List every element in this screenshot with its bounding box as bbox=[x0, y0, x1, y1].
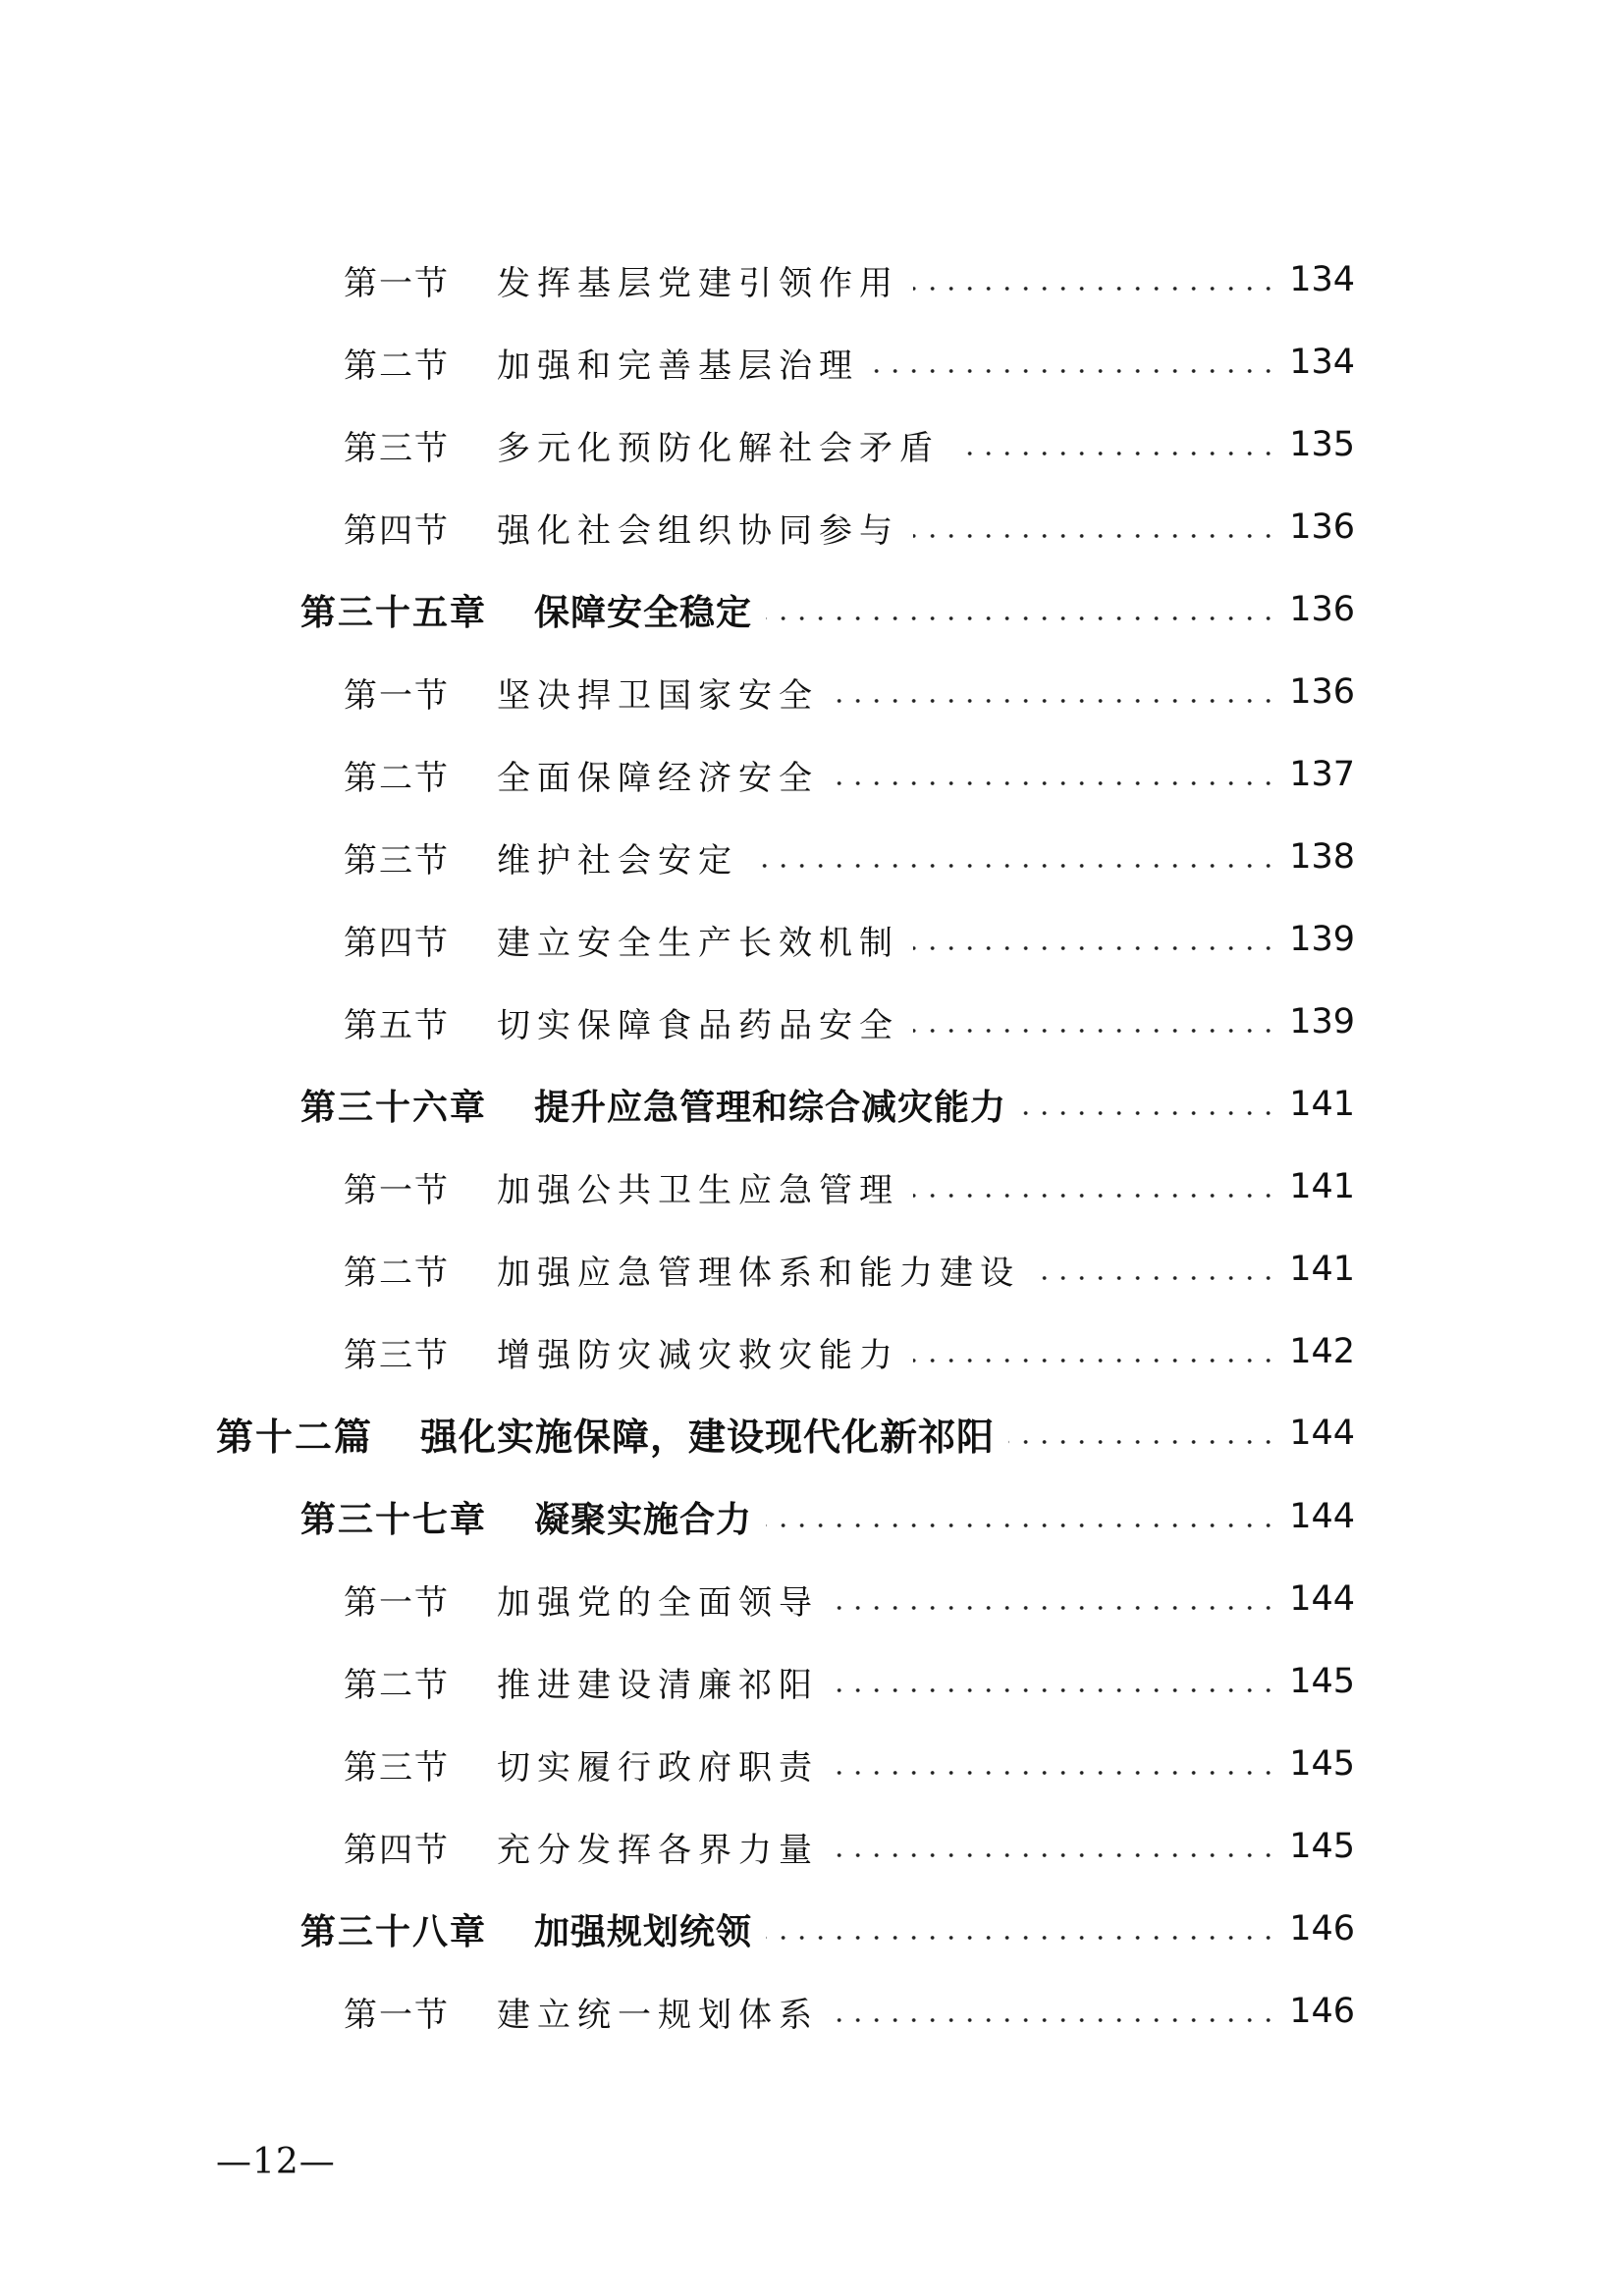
dot-leader bbox=[953, 450, 1277, 457]
entry-page-number: 145 bbox=[1289, 1827, 1355, 1866]
entry-number: 第三节 bbox=[344, 428, 450, 468]
dot-leader bbox=[873, 367, 1277, 375]
entry-page-number: 144 bbox=[1289, 1579, 1355, 1619]
entry-number: 第五节 bbox=[344, 1005, 450, 1045]
entry-title: 凝聚实施合力 bbox=[534, 1499, 753, 1540]
entry-page-number: 141 bbox=[1289, 1167, 1355, 1206]
entry-page-number: 138 bbox=[1289, 837, 1355, 877]
entry-title: 全面保障经济安全 bbox=[497, 758, 819, 798]
dot-leader bbox=[913, 944, 1277, 952]
toc-entry[interactable] bbox=[300, 1899, 1355, 1958]
entry-title: 切实履行政府职责 bbox=[497, 1747, 819, 1788]
toc-entry[interactable] bbox=[344, 498, 1355, 557]
entry-page-number: 145 bbox=[1289, 1662, 1355, 1701]
dot-leader bbox=[1034, 1274, 1277, 1282]
dot-leader bbox=[913, 1027, 1277, 1035]
entry-number: 第三十五章 bbox=[300, 592, 488, 633]
toc-entry[interactable] bbox=[344, 663, 1355, 721]
dot-leader bbox=[913, 285, 1277, 293]
entry-title: 建立安全生产长效机制 bbox=[497, 923, 899, 963]
entry-number: 第二节 bbox=[344, 1665, 450, 1705]
toc-entry[interactable] bbox=[344, 333, 1355, 392]
entry-page-number: 142 bbox=[1289, 1332, 1355, 1371]
entry-number: 第一节 bbox=[344, 675, 450, 716]
entry-number: 第四节 bbox=[344, 1830, 450, 1870]
entry-page-number: 134 bbox=[1289, 343, 1355, 382]
toc-entry[interactable] bbox=[344, 992, 1355, 1051]
dot-leader bbox=[913, 1357, 1277, 1364]
entry-number: 第三十八章 bbox=[300, 1911, 488, 1952]
entry-title: 切实保障食品药品安全 bbox=[497, 1005, 899, 1045]
dot-leader bbox=[833, 697, 1277, 705]
footer-page-number: —12— bbox=[216, 2142, 336, 2182]
toc-entry[interactable] bbox=[344, 1817, 1355, 1876]
entry-page-number: 139 bbox=[1289, 1002, 1355, 1041]
entry-title: 加强规划统领 bbox=[534, 1911, 753, 1952]
entry-number: 第一节 bbox=[344, 1995, 450, 2035]
toc-entry[interactable] bbox=[300, 580, 1355, 639]
toc-entry[interactable] bbox=[344, 1157, 1355, 1216]
dot-leader bbox=[766, 1522, 1277, 1529]
toc-entry[interactable] bbox=[344, 1652, 1355, 1711]
toc-entry[interactable] bbox=[344, 1240, 1355, 1299]
entry-title: 增强防灾减灾救灾能力 bbox=[497, 1335, 899, 1375]
entry-title: 加强应急管理体系和能力建设 bbox=[497, 1253, 1020, 1293]
toc-entry[interactable] bbox=[300, 1075, 1355, 1134]
dot-leader bbox=[833, 1851, 1277, 1859]
entry-number: 第一节 bbox=[344, 1582, 450, 1623]
entry-title: 发挥基层党建引领作用 bbox=[497, 263, 899, 303]
entry-title: 加强党的全面领导 bbox=[497, 1582, 819, 1623]
dot-leader bbox=[833, 2016, 1277, 2024]
toc-entry[interactable] bbox=[344, 828, 1355, 886]
dot-leader bbox=[833, 1604, 1277, 1612]
toc-entry[interactable] bbox=[344, 1982, 1355, 2041]
entry-title: 强化社会组织协同参与 bbox=[497, 510, 899, 551]
toc-entry[interactable] bbox=[344, 415, 1355, 474]
entry-number: 第四节 bbox=[344, 923, 450, 963]
dot-leader bbox=[913, 532, 1277, 540]
entry-page-number: 146 bbox=[1289, 1992, 1355, 2031]
entry-title: 加强公共卫生应急管理 bbox=[497, 1170, 899, 1210]
entry-title: 建立统一规划体系 bbox=[497, 1995, 819, 2035]
toc-entry[interactable] bbox=[344, 250, 1355, 309]
dot-leader bbox=[1020, 1109, 1277, 1117]
dot-leader bbox=[766, 1934, 1277, 1942]
entry-page-number: 141 bbox=[1289, 1085, 1355, 1124]
entry-page-number: 144 bbox=[1289, 1497, 1355, 1536]
toc-entry[interactable] bbox=[216, 1404, 1355, 1463]
entry-number: 第四节 bbox=[344, 510, 450, 551]
entry-number: 第三十六章 bbox=[300, 1087, 488, 1128]
entry-page-number: 144 bbox=[1289, 1414, 1355, 1453]
entry-title: 加强和完善基层治理 bbox=[497, 346, 859, 386]
entry-title: 保障安全稳定 bbox=[534, 592, 753, 633]
entry-title: 多元化预防化解社会矛盾 bbox=[497, 428, 940, 468]
toc-entry[interactable] bbox=[344, 910, 1355, 969]
dot-leader bbox=[833, 779, 1277, 787]
entry-number: 第三节 bbox=[344, 1747, 450, 1788]
entry-page-number: 135 bbox=[1289, 425, 1355, 464]
toc-entry[interactable] bbox=[344, 745, 1355, 804]
dot-leader bbox=[1008, 1438, 1277, 1446]
dot-leader bbox=[833, 1686, 1277, 1694]
dot-leader bbox=[766, 614, 1277, 622]
dot-leader bbox=[913, 1192, 1277, 1200]
toc-entry[interactable] bbox=[300, 1487, 1355, 1546]
entry-page-number: 136 bbox=[1289, 590, 1355, 629]
entry-page-number: 134 bbox=[1289, 260, 1355, 299]
entry-number: 第二节 bbox=[344, 758, 450, 798]
entry-number: 第二节 bbox=[344, 1253, 450, 1293]
entry-page-number: 141 bbox=[1289, 1250, 1355, 1289]
entry-page-number: 136 bbox=[1289, 672, 1355, 712]
dot-leader bbox=[752, 862, 1277, 870]
toc-entry[interactable] bbox=[344, 1735, 1355, 1793]
toc-entry[interactable] bbox=[344, 1570, 1355, 1629]
entry-number: 第三节 bbox=[344, 1335, 450, 1375]
entry-number: 第十二篇 bbox=[216, 1414, 374, 1459]
entry-page-number: 146 bbox=[1289, 1909, 1355, 1949]
entry-title: 强化实施保障，建设现代化新祁阳 bbox=[420, 1414, 996, 1459]
entry-number: 第三节 bbox=[344, 840, 450, 881]
entry-number: 第一节 bbox=[344, 1170, 450, 1210]
entry-title: 充分发挥各界力量 bbox=[497, 1830, 819, 1870]
entry-page-number: 137 bbox=[1289, 755, 1355, 794]
entry-page-number: 145 bbox=[1289, 1744, 1355, 1784]
dot-leader bbox=[833, 1769, 1277, 1777]
entry-title: 提升应急管理和综合减灾能力 bbox=[534, 1087, 1007, 1128]
entry-title: 推进建设清廉祁阳 bbox=[497, 1665, 819, 1705]
entry-number: 第三十七章 bbox=[300, 1499, 488, 1540]
entry-title: 坚决捍卫国家安全 bbox=[497, 675, 819, 716]
entry-number: 第二节 bbox=[344, 346, 450, 386]
toc-entry[interactable] bbox=[344, 1322, 1355, 1381]
entry-number: 第一节 bbox=[344, 263, 450, 303]
entry-page-number: 136 bbox=[1289, 507, 1355, 547]
entry-title: 维护社会安定 bbox=[497, 840, 738, 881]
entry-page-number: 139 bbox=[1289, 920, 1355, 959]
